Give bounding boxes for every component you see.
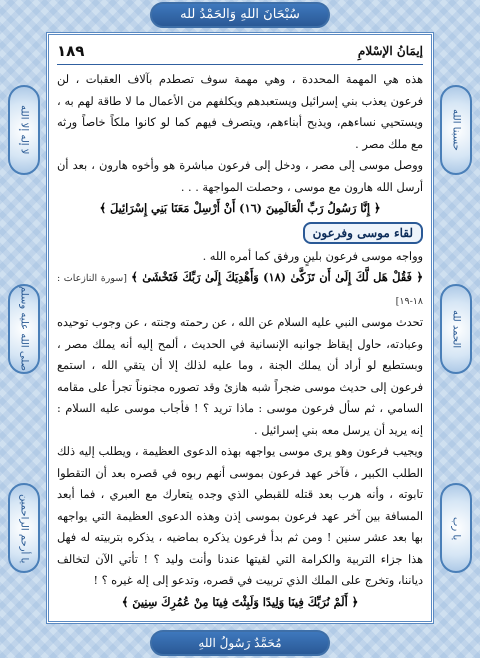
right-medallion: الحمد لله: [440, 284, 472, 374]
left-medallion: لا إله إلا الله: [8, 85, 40, 175]
quran-verse: ﴿ فَقُلْ هَل لَّكَ إِلَىٰ أَن تَزَكَّىٰ (١٨) وَأَهْدِيَكَ إِلَىٰ رَبِّكَ فَتَخْشَىٰ ﴾: [131, 270, 423, 284]
top-banner: سُبْحَانَ اللهِ وَالحَمْدُ لله: [150, 2, 330, 28]
left-medallion: صلى الله عليه وسلم: [8, 284, 40, 374]
paragraph: ويجيب فرعون وهو يرى موسى يواجهه بهذه الدعوى العظيمة ، ويطلب إليه ذلك الطلب الكبير ، فآخر عهد فرعون بموسى أنهم ربوه في قصره بعد أن التقطوا تابوته ، وأنه هرب بعد قتله للقبطي الذي وجده يتعارك مع العبري ، فما أبعد المسافة بين آخر عهد فرعون بموسى إذن وهذه الدعوى العظيمة التي يواجهه بها بعد عشر سنين ! ومن ثم بدأ فرعون يذكره بماضيه ، يذكره بتربيته له فهل هذا جزاء التربية والكرامة التي لقيتها عندنا وأنت وليد ؟ ! تأتي الآن لتخالف دياننا، وتخرج على الملك الذي تربيت في قصره، وتدعو إلى إله غيره ؟ !: [57, 445, 423, 587]
paragraph: تحدث موسى النبي عليه السلام عن الله ، عن رحمته وجنته ، عن وجوب توحيده وعبادته، حاول إيقاظ جوانبه الإنسانية في الحديث ، ألمح إليه أنه يملك مصر ، وبستطيع لو أراد أن يملك الجنة ، وما عليه لذلك إلا أن يتقي الله ، استمع فرعون إلى حديث موسى ضجراً شبه هازئ وقد تصوره مجنوناً تجرأ على مقامه السامي ، ثم سأل فرعون موسى : ماذا تريد ؟ ! فأجاب موسى عليه السلام : إنه يريد أن يرسل معه بني إسرائيل .: [57, 316, 423, 437]
quran-verse: ﴿ أَلَمْ نُرَبِّكَ فِينَا وَلِيدًا وَلَبِثْتَ فِينَا مِنْ عُمُرِكَ سِنِينَ ﴾: [121, 594, 359, 609]
right-medallion: يا رب: [440, 483, 472, 573]
right-medallion: حسبنا الله: [440, 85, 472, 175]
page-number: ١٨٩: [57, 41, 85, 60]
page-content: [46, 32, 434, 624]
paragraph: وواجه موسى فرعون بلينٍ ورفق كما أمره الله .: [202, 249, 423, 263]
right-ornament-band: [436, 30, 476, 628]
quran-verse: ﴿ إِنَّا رَسُولُ رَبِّ الْعَالَمِينَ (١٦) أَنْ أَرْسِلْ مَعَنَا بَنِي إِسْرَائِيلَ ﴾: [99, 201, 381, 215]
quran-verse-with-ref: [57, 267, 423, 312]
verse-reference: [سورة النازعات : ١٨-١٩]: [57, 273, 423, 307]
paragraph: هذه هي المهمة المحددة ، وهي مهمة سوف تصطدم بآلاف العقبات ، لن فرعون يعذب بني إسرائيل ويستعبدهم ويكلفهم من الأعمال ما لا طاقة لهم به ، ويستحيي نساءهم، ويذبح أبناءهم، ويتصرف فيهم كما لو كانوا ملكاً خاصاً ورثه مع ملك مصر .: [57, 73, 423, 151]
left-medallion: يا أرحم الراحمين: [8, 483, 40, 573]
left-ornament-band: [4, 30, 44, 628]
chapter-title: إيمَانُ الإسْلامِ: [357, 43, 423, 58]
bottom-banner: مُحَمَّدٌ رَسُولُ اللهِ: [150, 630, 330, 656]
page-header: [57, 41, 423, 65]
section-heading: [57, 222, 423, 246]
paragraph: ووصل موسى إلى مصر ، ودخل إلى فرعون مباشرة هو وأخوه هارون ، بعد أن أرسل الله هارون مع موسى ، وحصلت المواجهة . . .: [57, 159, 423, 194]
section-title: لقاء موسى وفرعون: [303, 222, 423, 244]
